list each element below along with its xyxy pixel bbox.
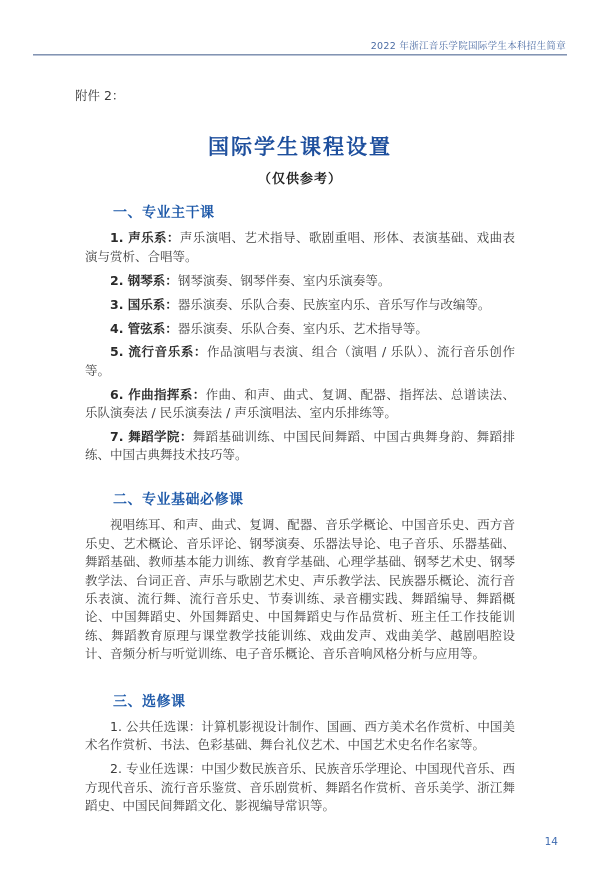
course-item-text: 作曲、和声、曲式、复调、配器、指挥法、总谱读法、乐队演奏法 / 民乐演奏法 / 声乐演唱法、室内乐排练等。 (85, 386, 515, 421)
course-item-label: 6. 作曲指挥系： (110, 386, 206, 402)
page-number: 14 (544, 836, 558, 848)
course-item-label: 1. 声乐系： (110, 230, 180, 246)
course-item-label: 7. 舞蹈学院： (110, 429, 193, 445)
course-item-label: 5. 流行音乐系： (110, 344, 208, 360)
course-item-label: 3. 国乐系： (110, 296, 178, 312)
course-item (85, 229, 515, 266)
elective-item (85, 718, 515, 755)
elective-item-label: 2. 专业任选课： (110, 761, 202, 777)
page-title: 国际学生课程设置 (208, 135, 392, 159)
running-header: 2022 年浙江音乐学院国际学生本科招生简章 (370, 41, 566, 52)
course-item (85, 428, 515, 465)
page-subtitle: （仅供参考） (257, 172, 342, 187)
course-item-text: 声乐演唱、艺术指导、歌剧重唱、形体、表演基础、戏曲表演与赏析、合唱等。 (85, 230, 515, 264)
header-divider (33, 54, 567, 56)
course-item-text: 钢琴演奏、钢琴伴奏、室内乐演奏等。 (177, 272, 391, 288)
course-item (85, 272, 515, 290)
course-item-text: 作品演唱与表演、组合（演唱 / 乐队）、流行音乐创作等。 (85, 344, 515, 378)
elective-item-text: 中国少数民族音乐、民族音乐学理论、中国现代音乐、西方现代音乐、流行音乐鉴赏、音乐剧赏析、舞蹈名作赏析、音乐美学、浙江舞蹈史、中国民间舞蹈文化、影视编导常识等。 (85, 761, 515, 814)
section-heading-electives: 三、选修课 (113, 693, 186, 710)
elective-item-label: 1. 公共任选课： (110, 718, 202, 734)
attachment-label: 附件 2： (75, 88, 125, 103)
section-heading-major-courses: 一、专业主干课 (113, 205, 215, 221)
document-body (85, 204, 515, 815)
course-item (85, 386, 515, 423)
course-item (85, 343, 515, 380)
course-item-text: 器乐演奏、乐队合奏、室内乐、艺术指导等。 (177, 320, 428, 336)
course-item (85, 296, 515, 314)
elective-item (85, 760, 515, 815)
course-item-text: 舞蹈基础训练、中国民间舞蹈、中国古典舞身韵、舞蹈排练、中国古典舞技术技巧等。 (85, 429, 515, 463)
elective-item-text: 计算机影视设计制作、国画、西方美术名作赏析、中国美术名作赏析、书法、色彩基础、舞台礼仪艺术、中国艺术史名作名家等。 (85, 718, 515, 753)
course-item-label: 4. 管弦系： (110, 320, 178, 336)
course-item (85, 320, 515, 338)
required-courses-paragraph: 视唱练耳、和声、曲式、复调、配器、音乐学概论、中国音乐史、西方音乐史、艺术概论、音乐评论、钢琴演奏、乐器法导论、电子音乐、乐器基础、舞蹈基础、教师基本能力训练、教育学基础、心理学基础、钢琴艺术史、钢琴教学法、台词正音、声乐与歌剧艺术史、声乐教学法、民族器乐概论、流行音乐表演、流行舞、流行音乐史、节奏训练、录音棚实践、舞蹈编导、舞蹈概论、中国舞蹈史、外国舞蹈史、中国舞蹈史与作品赏析、班主任工作技能训练、舞蹈教育原理与课堂教学技能训练、戏曲发声、戏曲美学、越剧唱腔设计、音频分析与听觉训练、电子音乐概论、音乐音响风格分析与应用等。 (85, 517, 515, 662)
course-item-label: 2. 钢琴系： (110, 272, 178, 288)
section-heading-required-courses: 二、专业基础必修课 (113, 491, 244, 508)
course-item-text: 器乐演奏、乐队合奏、民族室内乐、音乐写作与改编等。 (177, 296, 491, 312)
